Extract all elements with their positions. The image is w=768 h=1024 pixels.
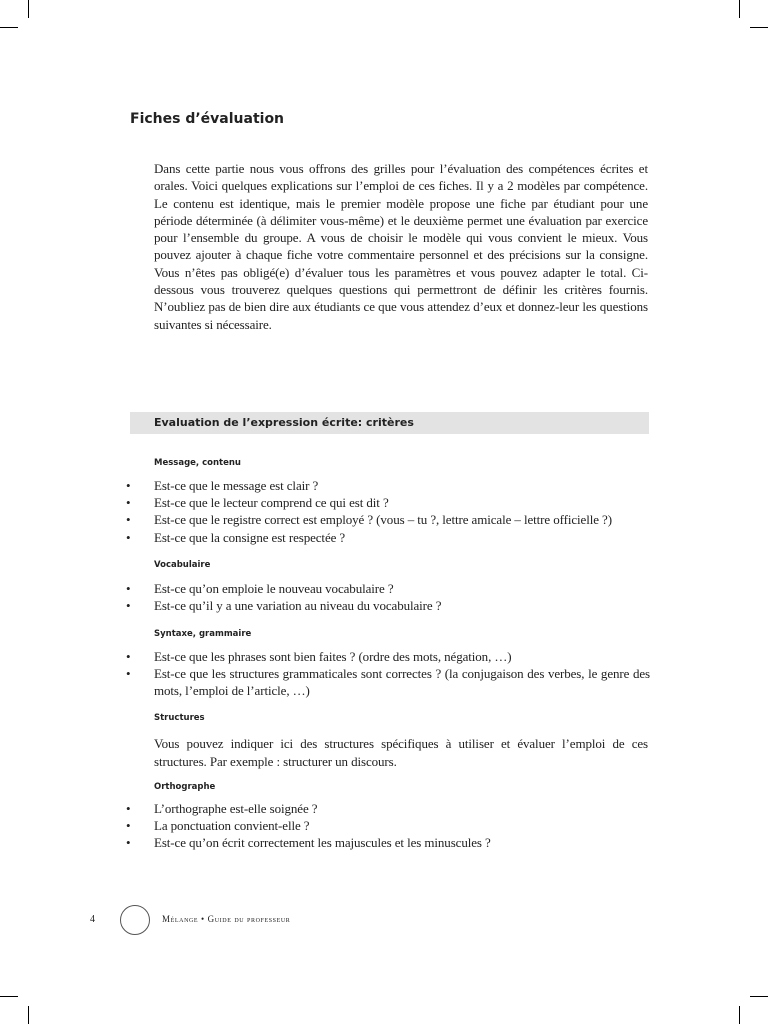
bullet-icon: • <box>126 478 131 493</box>
list-syntaxe <box>126 648 650 700</box>
list-vocabulaire <box>126 580 650 614</box>
list-item: • Est-ce que les structures grammaticales sont correctes ? (la conjugaison des verbes, le genre des mots, l’emploi de l’article, …) <box>126 666 650 699</box>
page-number: 4 <box>90 914 95 925</box>
bullet-icon: • <box>126 529 131 545</box>
crop-mark <box>28 1006 29 1024</box>
subheading-vocabulaire: Vocabulaire <box>154 560 211 570</box>
list-item: • Est-ce que le registre correct est employé ? (vous – tu ?, lettre amicale – lettre officielle ?) <box>126 512 612 528</box>
bullet-icon: • <box>126 666 131 682</box>
list-message <box>126 477 650 546</box>
crop-mark <box>739 0 740 18</box>
bullet-icon: • <box>126 835 131 851</box>
structures-paragraph: Vous pouvez indiquer ici des structures spécifiques à utiliser et évaluer l’emploi de ces structures. Par exemple : structurer un discours. <box>154 736 648 769</box>
bullet-icon: • <box>126 495 131 511</box>
crop-mark <box>0 996 18 997</box>
list-item: • Est-ce qu’on écrit correctement les majuscules et les minuscules ? <box>126 835 491 851</box>
circle-icon <box>120 905 150 935</box>
list-item: • Est-ce qu’il y a une variation au niveau du vocabulaire ? <box>126 598 442 614</box>
footer-title: Mélange • Guide du professeur <box>162 914 291 924</box>
list-item: • L’orthographe est-elle soignée ? <box>126 801 318 816</box>
subheading-syntaxe: Syntaxe, grammaire <box>154 629 252 639</box>
subheading-structures: Structures <box>154 713 205 723</box>
list-orthographe <box>126 800 650 852</box>
list-item: • La ponctuation convient-elle ? <box>126 818 310 834</box>
subheading-orthographe: Orthographe <box>154 782 216 792</box>
crop-mark <box>750 996 768 997</box>
list-item: • Est-ce que la consigne est respectée ? <box>126 529 346 545</box>
list-item: • Est-ce que le lecteur comprend ce qui est dit ? <box>126 495 389 511</box>
section-title: Evaluation de l’expression écrite: critères <box>154 416 414 429</box>
bullet-icon: • <box>126 649 131 664</box>
bullet-icon: • <box>126 818 131 834</box>
bullet-icon: • <box>126 598 131 614</box>
crop-mark <box>750 27 768 28</box>
list-item: • Est-ce qu’on emploie le nouveau vocabulaire ? <box>126 581 394 596</box>
intro-paragraph: Dans cette partie nous vous offrons des grilles pour l’évaluation des compétences écrites et orales. Voici quelques explications sur l’emploi de ces fiches. Il y a 2 modèles par compétence. Le contenu est identique, mais le premier modèle propose une fiche par étudiant pour une période déterminée (à délimiter vous-même) et le deuxième permet une évaluation par exercice pour l’ensemble du groupe. A vous de choisir le modèle qui vous convient le mieux. Vous pouvez ajouter à chaque fiche votre commentaire personnel et des précisions sur la consigne. Vous n’êtes pas obligé(e) d’évaluer tous les paramètres et vous pouvez adapter le total. Ci-dessous vous trouverez quelques questions qui permettront de définir les critères fournis. N’oubliez pas de bien dire aux étudiants ce que vous attendez d’eux et donnez-leur les questions suivantes si nécessaire. <box>154 161 648 332</box>
bullet-icon: • <box>126 801 131 816</box>
page-title: Fiches d’évaluation <box>130 111 285 127</box>
crop-mark <box>28 0 29 18</box>
bullet-icon: • <box>126 581 131 596</box>
bullet-icon: • <box>126 512 131 528</box>
list-item: • Est-ce que le message est clair ? <box>126 478 319 493</box>
list-item: • Est-ce que les phrases sont bien faites ? (ordre des mots, négation, …) <box>126 649 512 664</box>
crop-mark <box>0 27 18 28</box>
crop-mark <box>739 1006 740 1024</box>
subheading-message: Message, contenu <box>154 458 241 468</box>
